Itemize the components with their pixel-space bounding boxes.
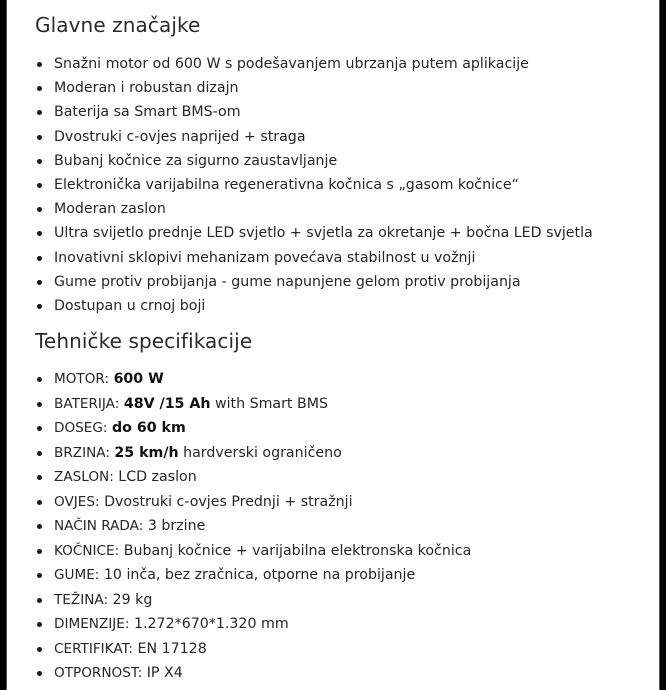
bullet-icon [37,402,42,407]
bullet-icon [37,524,42,529]
spec-value: 1.272*670*1.320 mm [133,616,289,632]
feature-item [35,100,655,124]
spec-item [35,588,655,613]
spec-label: GUME: [54,567,100,583]
feature-text: Inovativni sklopivi mehanizam povećava stabilnost u vožnji [54,249,476,266]
spec-item [35,612,655,637]
spec-value-bold: do 60 km [112,420,186,436]
spec-value: 3 brzine [147,518,206,534]
feature-item [35,125,655,149]
spec-item [35,392,655,417]
features-list [35,52,655,318]
spec-item [35,441,655,466]
spec-label: DIMENZIJE: [54,616,130,632]
bullet-icon [37,475,42,480]
spec-item [35,637,655,662]
bullet-icon [37,573,42,578]
spec-value-bold: 25 km/h [114,444,179,461]
bullet-icon [37,62,42,67]
bullet-icon [37,598,42,603]
specs-heading: Tehničke specifikacije [35,329,253,353]
bullet-icon [37,159,42,164]
feature-text: Moderan zaslon [54,201,166,218]
feature-item [35,173,655,197]
bullet-icon [37,451,42,456]
bullet-icon [37,671,42,676]
spec-label: BRZINA: [54,444,110,461]
feature-item [35,270,655,294]
spec-label: TEŽINA: [54,591,109,608]
spec-item [35,416,655,441]
bullet-icon [37,304,42,309]
spec-label: MOTOR: [54,371,110,387]
spec-label: KOČNICE: [54,542,120,559]
feature-text: Baterija sa Smart BMS-om [54,104,241,121]
spec-value: Bubanj kočnice + varijabilna elektronska kočnica [123,542,472,559]
spec-value: EN 17128 [137,640,207,657]
spec-item [35,539,655,564]
feature-text: Dostupan u crnoj boji [54,297,206,314]
feature-text: Gume protiv probijanja - gume napunjene gelom protiv probijanja [54,273,521,290]
document-page [6,0,660,690]
bullet-icon [37,280,42,285]
bullet-icon [37,647,42,652]
feature-text: Dvostruki c-ovjes naprijed + straga [54,128,306,145]
spec-label: CERTIFIKAT: [54,640,133,657]
bullet-icon [37,231,42,236]
spec-item [35,563,655,588]
feature-item [35,52,655,76]
spec-label: ZASLON: [54,469,114,485]
spec-value-bold: 600 W [113,371,164,387]
bullet-icon [37,500,42,505]
spec-item [35,367,655,392]
feature-item [35,221,655,245]
spec-value: 10 inča, bez zračnica, otporne na probijanje [103,567,416,583]
spec-value: LCD zaslon [118,469,197,485]
bullet-icon [37,377,42,382]
spec-label: DOSEG: [54,420,108,436]
spec-label: NAČIN RADA: [54,518,144,534]
bullet-icon [37,86,42,91]
feature-item [35,76,655,100]
bullet-icon [37,135,42,140]
feature-text: Elektronička varijabilna regenerativna kočnica s „gasom kočnice“ [54,176,519,193]
features-heading: Glavne značajke [35,13,201,37]
spec-item [35,465,655,490]
bullet-icon [37,110,42,115]
spec-label: OTPORNOST: [54,665,143,681]
feature-text: Ultra svijetlo prednje LED svjetlo + svjetla za okretanje + bočna LED svjetla [54,225,593,242]
spec-label: BATERIJA: [54,395,120,412]
bullet-icon [37,549,42,554]
feature-item [35,294,655,318]
spec-value: with Smart BMS [214,395,328,412]
bullet-icon [37,256,42,261]
bullet-icon [37,183,42,188]
bullet-icon [37,622,42,627]
spec-value-bold: 48V /15 Ah [123,395,211,412]
specs-list [35,367,655,686]
spec-value: Dvostruki c-ovjes Prednji + stražnji [104,493,353,510]
spec-item [35,514,655,539]
feature-item [35,149,655,173]
bullet-icon [37,426,42,431]
spec-value: 29 kg [112,591,153,608]
feature-text: Moderan i robustan dizajn [54,80,239,97]
spec-label: OVJES: [54,493,100,510]
spec-value: IP X4 [146,665,183,681]
feature-text: Snažni motor od 600 W s podešavanjem ubrzanja putem aplikacije [54,56,529,72]
spec-item [35,490,655,515]
feature-item [35,246,655,270]
spec-value: hardverski ograničeno [183,444,342,461]
feature-item [35,197,655,221]
spec-item [35,661,655,686]
bullet-icon [37,207,42,212]
feature-text: Bubanj kočnice za sigurno zaustavljanje [54,152,338,169]
